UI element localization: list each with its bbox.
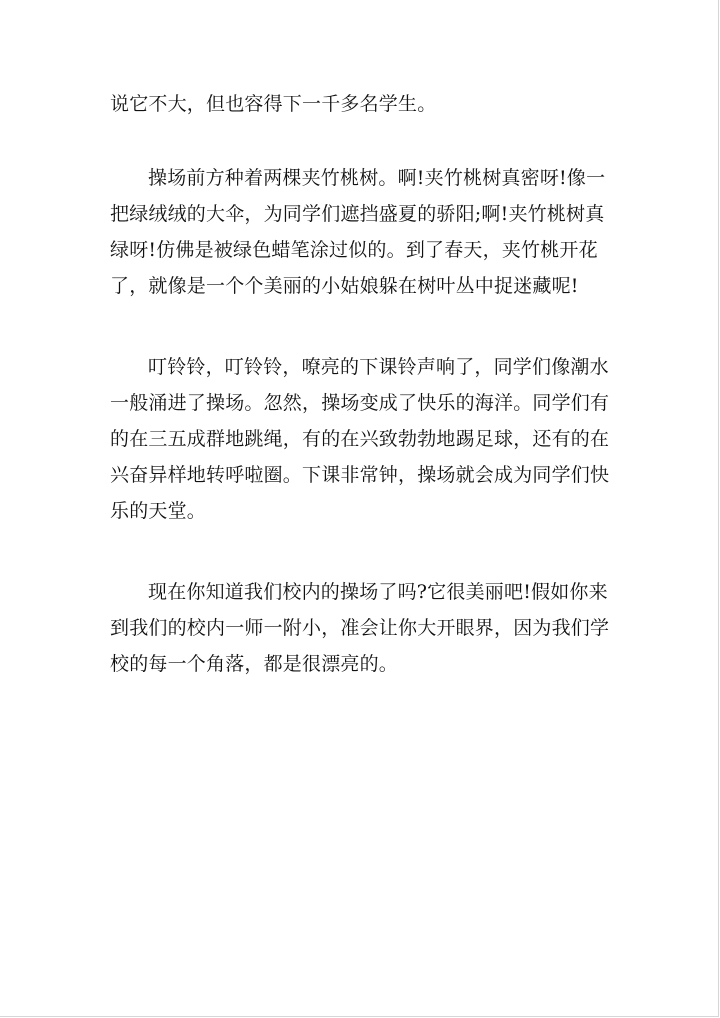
paragraph-line: 叮铃铃，叮铃铃，嘹亮的下课铃声响了，同学们像潮水 [148, 356, 609, 378]
paragraph-line: 把绿绒绒的大伞，为同学们遮挡盛夏的骄阳;啊!夹竹桃树真 [110, 203, 605, 225]
paragraph-line: 兴奋异样地转呼啦圈。下课非常钟，操场就会成为同学们快 [110, 464, 610, 486]
paragraph-4 [110, 574, 610, 682]
paragraph-line: 了，就像是一个个美丽的小姑娘躲在树叶丛中捉迷藏呢! [110, 275, 579, 297]
paragraph-line: 乐的天堂。 [110, 500, 207, 522]
paragraph-1 [110, 86, 610, 122]
paragraph-line: 到我们的校内一师一附小，准会让你大开眼界，因为我们学 [110, 617, 610, 639]
paragraph-line: 一般涌进了操场。忽然，操场变成了快乐的海洋。同学们有 [110, 392, 610, 414]
paragraph-2 [110, 160, 610, 304]
paragraph-line: 绿呀!仿佛是被绿色蜡笔涂过似的。到了春天，夹竹桃开花 [110, 239, 598, 261]
paragraph-line: 的在三五成群地跳绳，有的在兴致勃勃地踢足球，还有的在 [110, 428, 610, 450]
paragraph-line: 说它不大，但也容得下一千多名学生。 [110, 93, 437, 115]
paragraph-line: 校的每一个角落，都是很漂亮的。 [110, 653, 399, 675]
paragraph-line: 操场前方种着两棵夹竹桃树。啊!夹竹桃树真密呀!像一 [148, 167, 606, 189]
paragraph-3 [110, 349, 610, 529]
paragraph-line: 现在你知道我们校内的操场了吗?它很美丽吧!假如你来 [148, 581, 608, 603]
